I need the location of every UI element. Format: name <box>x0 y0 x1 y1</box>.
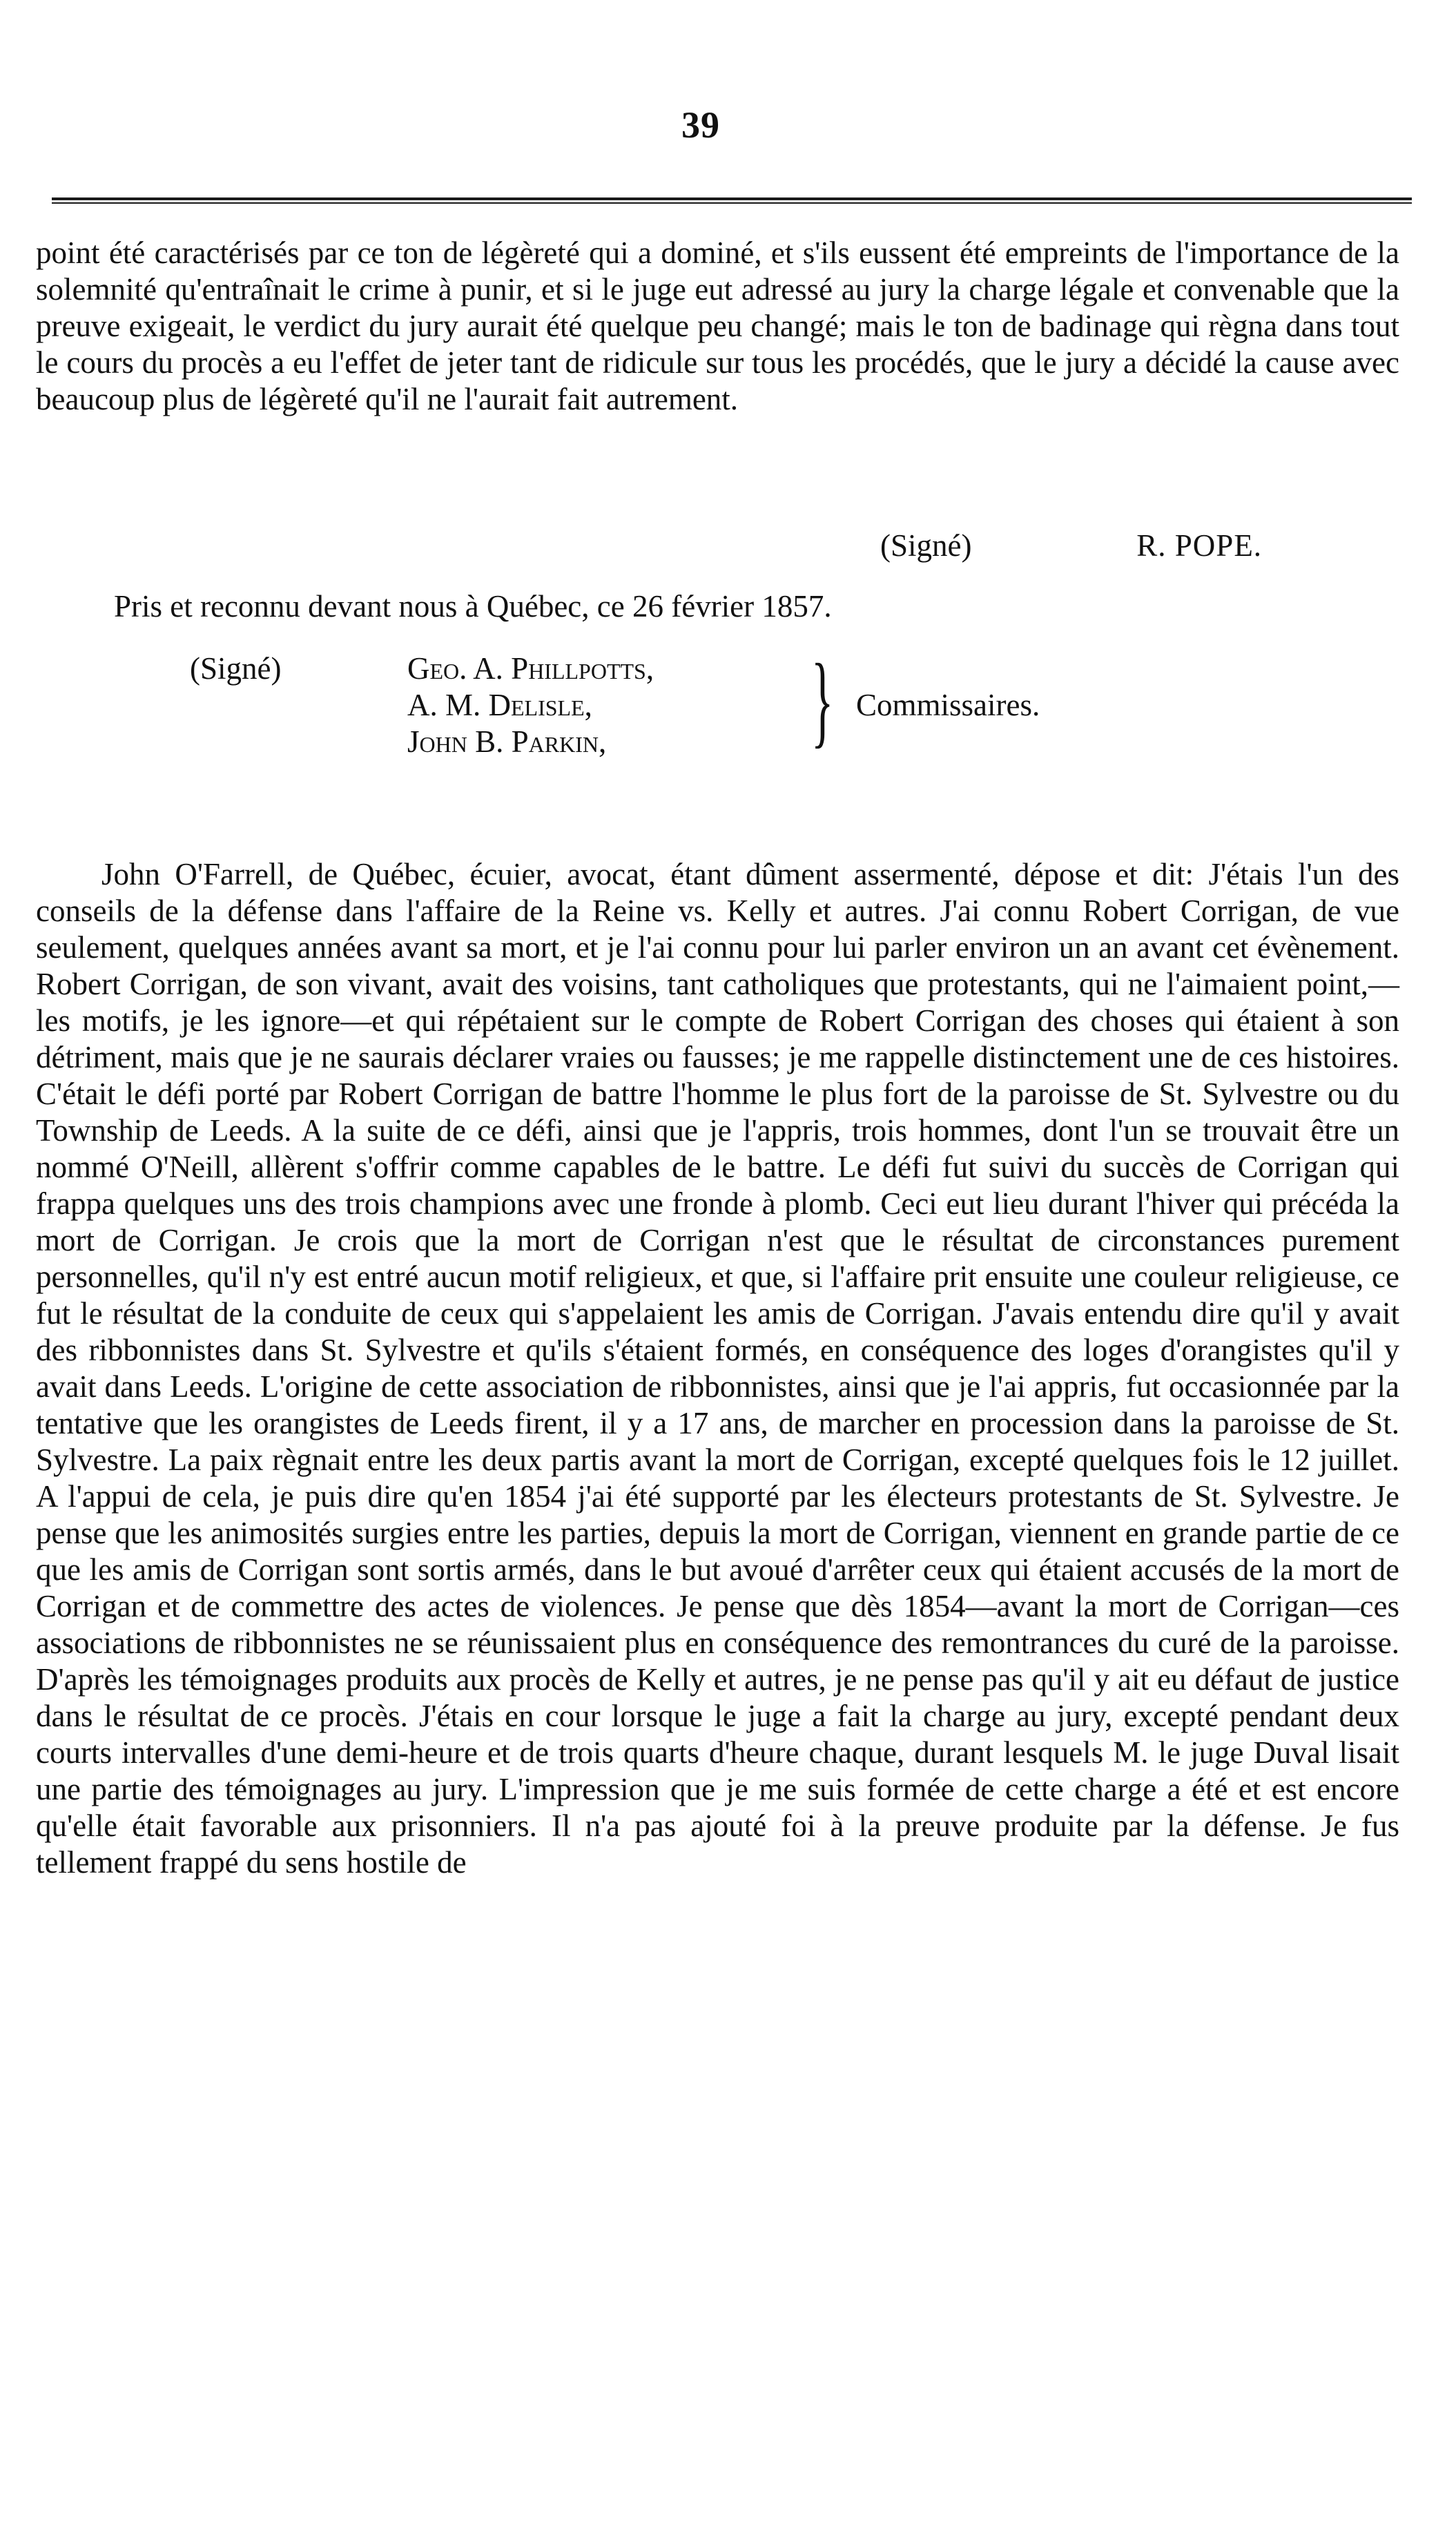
page-number: 39 <box>681 104 720 146</box>
commissioners-role: Commissaires. <box>856 688 1040 722</box>
header-rule <box>52 197 1412 204</box>
commissioner-names <box>407 650 654 760</box>
commissioners-signed-label: (Signé) <box>190 651 282 686</box>
commissioner-name: A. M. Delisle, <box>407 688 592 722</box>
continuation-paragraph <box>36 235 1399 418</box>
signature-name: R. POPE. <box>1136 528 1263 563</box>
attestation: Pris et reconnu devant nous à Québec, ce 26 février 1857. <box>114 589 832 624</box>
brace-symbol: } <box>811 643 834 758</box>
signature <box>880 528 1405 564</box>
deposition-text: John O'Farrell, de Québec, écuier, avocat, étant dûment assermenté, dépose et dit: J'étais l'un des conseils de la défense dans l'affaire de la Reine vs. Kelly et autres. J'ai connu Robert Corrigan, de vue seulement, quelques années avant sa mort, et je l'ai connu pour lui parler environ un an avant cet évènement. Robert Corrigan, de son vivant, avait des voisins, tant catholiques que protestants, qui ne l'aimaient point,—les motifs, je les ignore—et qui répétaient sur le compte de Robert Corrigan des choses qui étaient à son détriment, mais que je ne saurais déclarer vraies ou fausses; je me rappelle distinctement une de ces histoires. C'était le défi porté par Robert Corrigan de battre l'homme le plus fort de la paroisse de St. Sylvestre ou du Township de Leeds. A la suite de ce défi, ainsi que je l'appris, trois hommes, dont l'un se trouvait être un nommé O'Neill, allèrent s'offrir comme capables de le battre. Le défi fut suivi du succès de Corrigan qui frappa quelques uns des trois champions avec une fronde à plomb. Ceci eut lieu durant l'hiver qui précéda la mort de Corrigan. Je crois que la mort de Corrigan n'est que le résultat de circonstances purement personnelles, qu'il n'y est entré aucun motif religieux, et que, si l'affaire prit ensuite une couleur religieuse, ce fut le résultat de la conduite de ceux qui s'appelaient les amis de Corrigan. J'avais entendu dire qu'il y avait des ribbonnistes dans St. Sylvestre et qu'ils s'étaient formés, en conséquence des loges d'orangistes qu'il y avait dans Leeds. L'origine de cette association de ribbonnistes, ainsi que je l'ai appris, fut occasionnée par la tentative que les orangistes de Leeds firent, il y a 17 ans, de marcher en procession dans la paroisse de St. Sylvestre. La paix règnait entre les deux partis avant la mort de Corrigan, excepté quelques fois le 12 juillet. A l'appui de cela, je puis dire qu'en 1854 j'ai été supporté par les électeurs protestants de St. Sylvestre. Je pense que les animosités surgies entre les parties, depuis la mort de Corrigan, viennent en grande partie de ce que les amis de Corrigan sont sortis armés, dans le but avoué d'arrêter ceux qui étaient accusés de la mort de Corrigan et de commettre des actes de violences. Je pense que dès 1854—avant la mort de Corrigan—ces associations de ribbonnistes ne se réunissaient plus en conséquence des remontrances du curé de la paroisse. D'après les témoignages produits aux procès de Kelly et autres, je ne pense pas qu'il y ait eu défaut de justice dans le résultat de ce procès. J'étais en cour lorsque le juge a fait la charge au jury, excepté pendant deux courts intervalles d'une demi-heure et de trois quarts d'heure chaque, durant lesquels M. le juge Duval lisait une partie des témoignages au jury. L'impression que je me suis formée de cette charge a été et est encore qu'elle était favorable aux prisonniers. Il n'a pas ajouté foi à la preuve produite par la défense. Je fus tellement frappé du sens hostile de <box>36 857 1399 1880</box>
deposition-paragraph <box>36 856 1399 1881</box>
continuation-text: point été caractérisés par ce ton de légèreté qui a dominé, et s'ils eussent été empreints de l'importance de la solemnité qu'entraînait le crime à punir, et si le juge eut adressé au jury la charge légale et convenable que la preuve exigeait, le verdict du jury aurait été quelque peu changé; mais le ton de badinage qui règna dans tout le cours du procès a eu l'effet de jeter tant de ridicule sur tous les procédés, que le jury a décidé la cause avec beaucoup plus de légèreté qu'il ne l'aurait fait autrement. <box>36 235 1399 416</box>
commissioners-block <box>190 643 1225 775</box>
commissioner-name: John B. Parkin, <box>407 724 607 759</box>
signature-signed-label: (Signé) <box>880 528 972 563</box>
commissioner-name: Geo. A. Phillpotts, <box>407 651 654 686</box>
